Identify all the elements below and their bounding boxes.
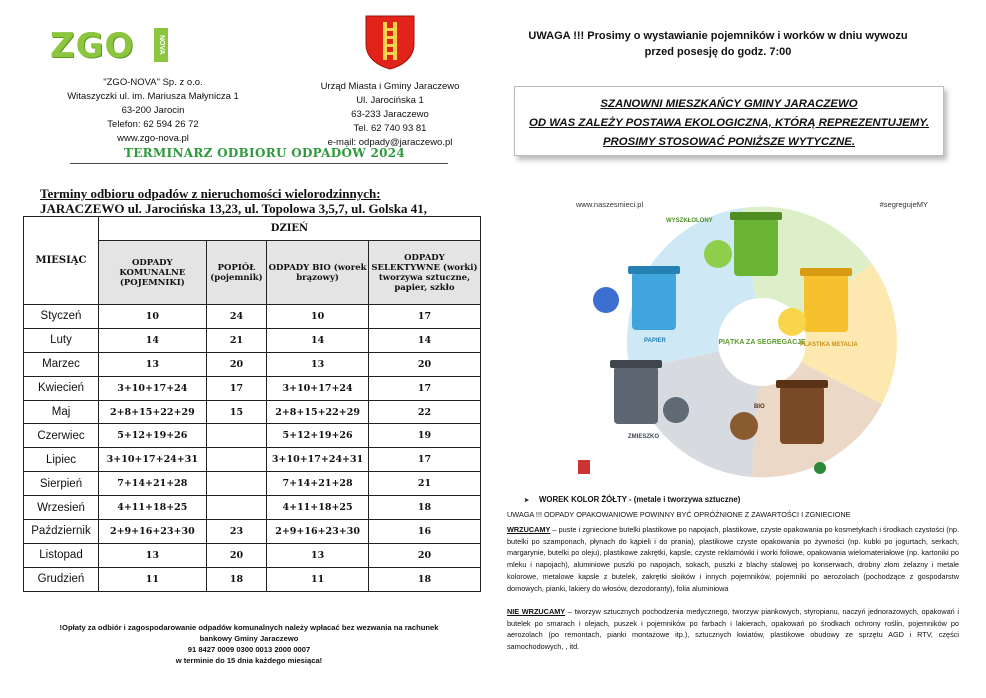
- bio-cell: 7+14+21+28: [267, 472, 369, 496]
- komunalne-cell: 4+11+18+25: [99, 496, 207, 520]
- zgo-company: "ZGO-NOVA" Sp. z o.o.: [103, 77, 203, 88]
- selektywne-cell: 22: [368, 400, 480, 424]
- popiol-cell: 23: [206, 520, 267, 544]
- zgo-street: Witaszyczki ul. im. Mariusza Małynicza 1: [67, 91, 239, 102]
- wrzucamy-text: – puste i zgniecione butelki plastikowe po napojach, plastikowe, czyste opakowania po kosmetykach i środkach czystości (np. butelki po szamponach, płynach do kąpieli i do prania), plastikowe czyste opakowania po żywności (np. kubki po jogurtach, serkach, margarynie, butelki po oleju), plastikowe zakrętki, kapsle, czyste reklamówki i worki foliowe, opakowania wielomateriałowe (np. kartoniki po mleku i napojach), aluminiowe puszki po napojach, sokach, puszki z blachy stalowej po konserwach, drobny złom żelazny i metale kolorowe, metalowe kapsle z butelek, zakrętki słoików i innych pojemników, pojemniki po aerozolach (pochodzące z gospodarstw domowych, pianki, lakiery do włosów, dezodoranty), folia aluminiowa: [507, 525, 959, 593]
- col-bio-header: ODPADY BIO (worek brązowy): [267, 241, 369, 305]
- worek-header-text: WOREK KOLOR ŻÓŁTY - (metale i tworzywa sztuczne): [539, 495, 741, 504]
- komunalne-cell: 5+12+19+26: [99, 424, 207, 448]
- bio-cell: 3+10+17+24+31: [267, 448, 369, 472]
- month-cell: Marzec: [24, 352, 99, 376]
- month-cell: Wrzesień: [24, 496, 99, 520]
- komunalne-cell: 3+10+17+24: [99, 376, 207, 400]
- wheel-hashtag-label: #segregujeMY: [879, 200, 928, 209]
- worek-uwaga: UWAGA !!! ODPADY OPAKOWANIOWE POWINNY BYĆ OPRÓŻNIONE Z ZAWARTOŚCI I ZGNIECIONE: [507, 510, 851, 519]
- bio-cell: 2+9+16+23+30: [267, 520, 369, 544]
- gmina-name: Urząd Miasta i Gminy Jaraczewo: [320, 81, 460, 92]
- wrzucamy-paragraph: [507, 524, 959, 594]
- selektywne-cell: 20: [368, 352, 480, 376]
- bio-mascot-icon: [730, 412, 758, 440]
- appeal-line-3: PROSIMY STOSOWAĆ PONIŻSZE WYTYCZNE.: [602, 136, 856, 148]
- month-cell: Maj: [24, 400, 99, 424]
- selektywne-cell: 16: [368, 520, 480, 544]
- month-cell: Grudzień: [24, 567, 99, 591]
- yellow-bin-icon: [800, 268, 852, 332]
- popiol-cell: [206, 424, 267, 448]
- month-cell: Październik: [24, 520, 99, 544]
- table-row: [24, 376, 481, 400]
- table-row: [24, 328, 481, 352]
- col-komunalne-header: ODPADY KOMUNALNE (POJEMNIKI): [99, 241, 207, 305]
- popiol-cell: [206, 448, 267, 472]
- bio-cell: 10: [267, 305, 369, 329]
- popiol-cell: 17: [206, 376, 267, 400]
- paper-mascot-icon: [593, 287, 619, 313]
- col-selektywne-header: ODPADY SELEKTYWNE (worki) tworzywa sztuczne, papier, szkło: [368, 241, 480, 305]
- popiol-cell: [206, 496, 267, 520]
- gmina-city: 63-233 Jaraczewo: [351, 109, 429, 120]
- month-cell: Kwiecień: [24, 376, 99, 400]
- selektywne-cell: 14: [368, 328, 480, 352]
- komunalne-cell: 11: [99, 567, 207, 591]
- terminarz-title: TERMINARZ ODBIORU ODPADÓW 2024: [124, 146, 406, 160]
- month-cell: Styczeń: [24, 305, 99, 329]
- month-cell: Luty: [24, 328, 99, 352]
- zgo-logo-text: ZGO: [50, 26, 135, 66]
- wheel-center-label: PIĄTKA ZA SEGREGACJĘ: [718, 339, 806, 346]
- popiol-cell: 15: [206, 400, 267, 424]
- bio-cell: 11: [267, 567, 369, 591]
- zgo-nova-logo: [50, 26, 168, 66]
- environment-fund-logo-icon: [814, 462, 826, 474]
- appeal-box: [514, 86, 944, 156]
- month-cell: Sierpień: [24, 472, 99, 496]
- selektywne-cell: 18: [368, 496, 480, 520]
- payment-line-1: !Opłaty za odbiór i zagospodarowanie odpadów komunalnych należy wpłacać bez wezwania na rachunek: [59, 623, 439, 632]
- nie-wrzucamy-lead: NIE WRZUCAMY: [507, 607, 566, 616]
- table-row: [24, 472, 481, 496]
- payment-deadline: w terminie do 15 dnia każdego miesiąca!: [175, 656, 323, 665]
- terminy-address: JARACZEWO ul. Jarocińska 13,23, ul. Topolowa 3,5,7, ul. Golska 41,: [40, 201, 427, 216]
- table-row: [24, 567, 481, 591]
- worek-header: [524, 495, 740, 504]
- appeal-line-1: SZANOWNI MIESZKAŃCY GMINY JARACZEWO: [600, 98, 858, 110]
- selektywne-cell: 17: [368, 376, 480, 400]
- gmina-street: Ul. Jarocińska 1: [356, 95, 424, 106]
- segregation-wheel-icon: [566, 190, 956, 490]
- bio-cell: 13: [267, 543, 369, 567]
- mixed-mascot-icon: [663, 397, 689, 423]
- bio-cell: 2+8+15+22+29: [267, 400, 369, 424]
- terminy-title: Terminy odbioru odpadów z nieruchomości wielorodzinnych:: [40, 186, 381, 201]
- table-row: [24, 424, 481, 448]
- wheel-label-szklo: WYSZKŁOLONY: [666, 218, 713, 224]
- ministry-eagle-icon: [578, 460, 590, 474]
- appeal-line-2: OD WAS ZALEŻY POSTAWA EKOLOGICZNA, KTÓRĄ REPREZENTUJEMY.: [529, 117, 929, 129]
- gmina-email: e-mail: odpady@jaraczewo.pl: [327, 137, 453, 148]
- table-row: [24, 400, 481, 424]
- blue-bin-icon: [628, 266, 680, 330]
- uwaga-notice: [508, 28, 928, 60]
- table-row: [24, 543, 481, 567]
- table-row: [24, 520, 481, 544]
- komunalne-cell: 2+8+15+22+29: [99, 400, 207, 424]
- uwaga-line-2: przed posesję do godz. 7:00: [644, 46, 792, 58]
- brown-bin-icon: [776, 380, 828, 444]
- komunalne-cell: 13: [99, 543, 207, 567]
- popiol-cell: 20: [206, 352, 267, 376]
- payment-line-2: bankowy Gminy Jaraczewo: [199, 634, 299, 643]
- nie-wrzucamy-text: – tworzyw sztucznych pochodzenia medycznego, tworzyw piankowych, styropianu, naczyń jednorazowych, opakowań i butelek po smarach i olejach, puszek i pojemników po farbach i lakierach, opakowań po środkach ochrony roślin, pojemników po aerozolach (po remontach, pianki montażowe itp.), sztucznych kwiatów, plastikowe obudowy ze sprzętu AGD i RTV, części samochodowych, , itd.: [507, 607, 959, 652]
- wheel-label-papier: PAPIER: [644, 338, 666, 344]
- selektywne-cell: 18: [368, 567, 480, 591]
- komunalne-cell: 14: [99, 328, 207, 352]
- glass-mascot-icon: [704, 240, 732, 268]
- schedule-table: [23, 216, 481, 592]
- zgo-logo-suffix: NOVA: [154, 28, 168, 62]
- plastic-mascot-icon: [778, 308, 806, 336]
- bio-cell: 13: [267, 352, 369, 376]
- komunalne-cell: 2+9+16+23+30: [99, 520, 207, 544]
- komunalne-cell: 7+14+21+28: [99, 472, 207, 496]
- wheel-label-bio: BIO: [754, 404, 765, 410]
- bio-cell: 4+11+18+25: [267, 496, 369, 520]
- day-header: DZIEŃ: [99, 217, 481, 241]
- table-row: [24, 305, 481, 329]
- uwaga-line-1: UWAGA !!! Prosimy o wystawianie pojemników i worków w dniu wywozu: [528, 30, 908, 42]
- zgo-www: www.zgo-nova.pl: [117, 133, 189, 144]
- komunalne-cell: 10: [99, 305, 207, 329]
- komunalne-cell: 13: [99, 352, 207, 376]
- bio-cell: 3+10+17+24: [267, 376, 369, 400]
- green-bin-icon: [730, 212, 782, 276]
- month-cell: Czerwiec: [24, 424, 99, 448]
- selektywne-cell: 17: [368, 448, 480, 472]
- table-row: [24, 496, 481, 520]
- bio-cell: 14: [267, 328, 369, 352]
- selektywne-cell: 20: [368, 543, 480, 567]
- selektywne-cell: 19: [368, 424, 480, 448]
- wheel-label-plastik: PLASTIKA METALIA: [800, 342, 858, 348]
- popiol-cell: 20: [206, 543, 267, 567]
- popiol-cell: [206, 472, 267, 496]
- komunalne-cell: 3+10+17+24+31: [99, 448, 207, 472]
- header-divider: [70, 163, 448, 164]
- wrzucamy-lead: WRZUCAMY: [507, 525, 551, 534]
- gmina-coat-of-arms-icon: [364, 14, 416, 70]
- selektywne-cell: 21: [368, 472, 480, 496]
- payment-account: 91 8427 0009 0300 0013 2000 0007: [187, 645, 311, 654]
- grey-bin-icon: [610, 360, 662, 424]
- zgo-phone: Telefon: 62 594 26 72: [107, 119, 199, 130]
- payment-info: [30, 622, 468, 666]
- zgo-address-block: [40, 76, 266, 146]
- wheel-label-zmieszane: ZMIESZKO: [628, 434, 659, 440]
- zgo-city: 63-200 Jarocin: [121, 105, 185, 116]
- popiol-cell: 18: [206, 567, 267, 591]
- col-popiol-header: POPIÓŁ (pojemnik): [206, 241, 267, 305]
- table-row: [24, 352, 481, 376]
- gmina-phone: Tel. 62 740 93 81: [353, 123, 427, 134]
- month-cell: Lipiec: [24, 448, 99, 472]
- month-cell: Listopad: [24, 543, 99, 567]
- gmina-address-block: [300, 80, 480, 150]
- segregation-wheel-illustration: [566, 190, 956, 490]
- popiol-cell: 24: [206, 305, 267, 329]
- table-row: [24, 448, 481, 472]
- bullet-arrow-icon: ➤: [524, 498, 530, 504]
- month-header: MIESIĄC: [24, 217, 99, 305]
- popiol-cell: 21: [206, 328, 267, 352]
- nie-wrzucamy-paragraph: [507, 606, 959, 653]
- bio-cell: 5+12+19+26: [267, 424, 369, 448]
- selektywne-cell: 17: [368, 305, 480, 329]
- wheel-site-label: www.naszesmieci.pl: [576, 200, 644, 209]
